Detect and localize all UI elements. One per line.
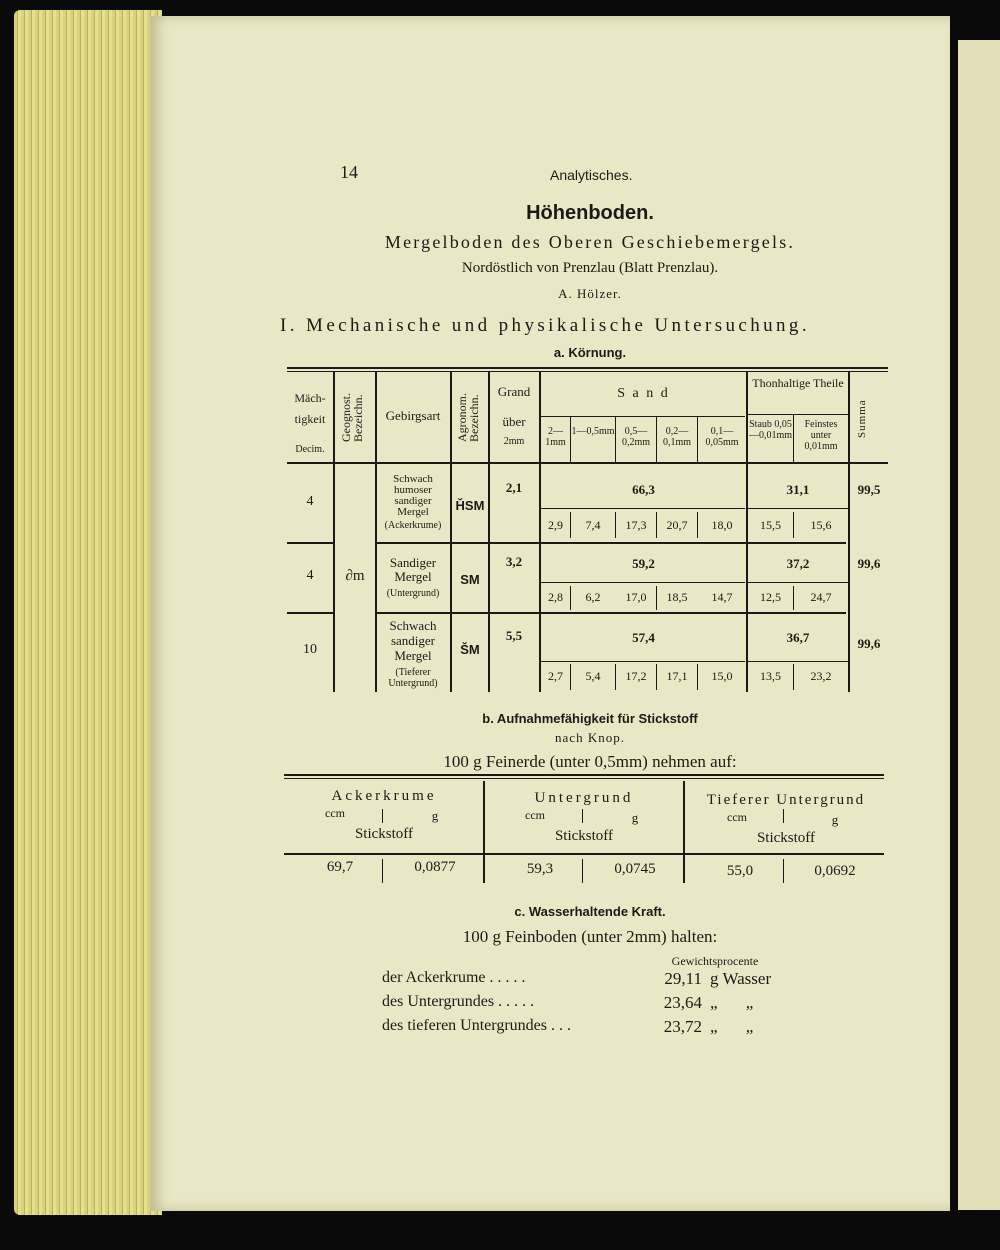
row-sand-value: 17,1 — [666, 669, 688, 683]
water-row-value: 23,64 — [663, 993, 702, 1012]
row-thon-value: 15,5 — [760, 518, 781, 532]
row-gebirgsart: Sandiger Mergel — [389, 555, 437, 584]
table-b-value-rule — [382, 859, 383, 883]
table-b-stickstoff: Stickstoff — [554, 828, 614, 844]
table-b-unit-ccm: ccm — [727, 810, 747, 824]
table-b-stickstoff: Stickstoff — [756, 830, 816, 846]
row2-end-rule-b — [376, 612, 846, 614]
row-maechtigkeit: 10 — [303, 642, 317, 657]
row-sand-value: 2,7 — [548, 669, 563, 683]
row1-split-rule-thon — [748, 508, 848, 509]
row3-split-rule-thon — [748, 661, 848, 662]
header-agronom: Agronom. Bezeichn. — [455, 393, 481, 443]
table-b-header-rule — [284, 853, 884, 855]
water-row-label: der Ackerkrume . . . . . — [382, 969, 526, 986]
row-gebirgsart-note: (Ackerkrume) — [384, 520, 442, 531]
part-c-column-header: Gewichtsprocente — [671, 954, 759, 968]
part-a-heading: a. Körnung. — [553, 345, 627, 360]
table-b-column-label: Untergrund — [534, 790, 634, 806]
row-agronom: ȞSM — [455, 498, 485, 513]
water-row-value: 29,11 — [664, 969, 702, 988]
row-maechtigkeit: 4 — [306, 494, 314, 509]
row-summa: 99,5 — [857, 482, 881, 497]
part-b-subheading: nach Knop. — [555, 730, 625, 745]
part-c-intro: 100 g Feinboden (unter 2mm) halten: — [462, 927, 718, 946]
row-sand-value: 2,8 — [548, 590, 563, 604]
page-number: 14 — [340, 162, 358, 182]
sand-sub-rule-1 — [570, 416, 571, 462]
table-b-g-value: 0,0692 — [814, 863, 856, 879]
row-thon-total: 37,2 — [786, 556, 810, 571]
facing-page-strip — [958, 40, 1000, 1210]
row-sand-value: 17,3 — [625, 518, 647, 532]
header-sand: S a n d — [617, 386, 670, 401]
table-b-stickstoff: Stickstoff — [354, 826, 414, 842]
row1-end-rule-a — [287, 542, 333, 544]
table-b-unit-g: g — [831, 812, 839, 827]
table-b-unit-ccm: ccm — [525, 808, 545, 822]
table-top-rule — [287, 367, 888, 369]
table-b-column-label: Tieferer Untergrund — [706, 792, 866, 808]
document-subtitle: Mergelboden des Oberen Geschiebemergels. — [384, 232, 796, 252]
table-b-unit-g: g — [631, 810, 639, 825]
table-b-col-rule — [483, 781, 485, 883]
book-page-edges — [14, 10, 162, 1215]
row-thon-total: 31,1 — [786, 482, 810, 497]
table-b-g-value: 0,0877 — [414, 859, 456, 875]
section-title: I. Mechanische und physikalische Untersuchung. — [280, 315, 810, 336]
part-b-heading: b. Aufnahmefähigkeit für Stickstoff — [482, 711, 698, 726]
row-agronom: ŠM — [460, 642, 480, 657]
row-gebirgsart-note: (Untergrund) — [386, 588, 440, 599]
table-b-value-rule — [582, 859, 583, 883]
header-grand-2: über — [502, 414, 526, 429]
row-sand-total: 66,3 — [632, 482, 655, 497]
row-gebirgsart-note: (Tieferer Untergrund) — [388, 667, 438, 689]
table-b-ccm-value: 59,3 — [526, 861, 554, 877]
table-b-top-rule-2 — [284, 778, 884, 779]
running-head: Analytisches. — [550, 167, 633, 183]
row1-end-rule-b — [376, 542, 846, 544]
row3-split-rule-sand — [541, 661, 745, 662]
row2-split-rule-sand — [541, 582, 745, 583]
row-sand-value: 5,4 — [585, 669, 601, 683]
table-b-unit-rule — [382, 809, 383, 823]
row-sand-value: 7,4 — [585, 518, 601, 532]
table-b-col-rule — [683, 781, 685, 883]
table-b-unit-g: g — [431, 808, 439, 823]
table-b-unit-rule — [582, 809, 583, 823]
header-gebirgsart: Gebirgsart — [385, 408, 441, 423]
row2-end-rule-a — [287, 612, 333, 614]
row-thon-value: 23,2 — [810, 669, 832, 683]
book-page — [150, 16, 950, 1211]
row-grand: 2,1 — [505, 480, 523, 495]
table-b-unit-rule — [783, 809, 784, 823]
row-thon-value: 12,5 — [760, 590, 781, 604]
document-title: Höhenboden. — [526, 202, 654, 224]
header-sand-col: 2—1mm — [545, 426, 566, 448]
table-b-ccm-value: 69,7 — [326, 859, 354, 875]
water-row-label: des Untergrundes . . . . . — [382, 993, 535, 1010]
header-sand-col: 0,5—0,2mm — [621, 426, 651, 448]
row-grand: 5,5 — [505, 628, 523, 643]
row-sand-value: 17,0 — [625, 590, 647, 604]
water-row-unit: g Wasser — [710, 969, 772, 988]
row-thon-value: 24,7 — [810, 590, 832, 604]
thon-subheader-rule — [748, 414, 848, 415]
water-row-unit: „ „ — [710, 1017, 766, 1036]
header-sand-col: 0,2—0,1mm — [662, 426, 692, 448]
header-grand-1: Grand — [497, 384, 531, 399]
row-sand-value: 20,7 — [666, 518, 688, 532]
header-decim: Decim. — [295, 444, 325, 455]
table-b-top-rule — [284, 774, 884, 776]
header-summa: Summa — [856, 399, 868, 439]
water-row-unit: „ „ — [710, 993, 766, 1012]
row-agronom: SM — [460, 572, 480, 587]
row-sand-value: 18,5 — [666, 590, 688, 604]
row-sand-value: 2,9 — [548, 518, 563, 532]
row-sand-total: 57,4 — [632, 630, 655, 645]
part-b-intro: 100 g Feinerde (unter 0,5mm) nehmen auf: — [443, 752, 737, 771]
header-maechtigkeit: Mäch-tigkeit — [294, 391, 326, 426]
header-thon: Thonhaltige Theile — [752, 376, 844, 390]
row-sand-value: 17,2 — [625, 669, 647, 683]
row2-split-rule-thon — [748, 582, 848, 583]
row-thon-total: 36,7 — [786, 630, 810, 645]
table-header-rule — [287, 462, 888, 464]
row-sand-value: 15,0 — [711, 669, 733, 683]
geognost-symbol: ∂m — [345, 568, 365, 584]
row-sand-value: 6,2 — [585, 590, 601, 604]
table-b-value-rule — [783, 859, 784, 883]
water-row-label: des tieferen Untergrundes . . . — [382, 1017, 571, 1034]
table-b-ccm-value: 55,0 — [726, 863, 754, 879]
header-staub: Staub 0,05—0,01mm — [748, 419, 793, 441]
row-summa: 99,6 — [857, 556, 881, 571]
header-sand-col: 0,1—0,05mm — [705, 426, 739, 448]
sand-subheader-rule — [541, 416, 745, 417]
location-line: Nordöstlich von Prenzlau (Blatt Prenzlau). — [461, 260, 719, 276]
table-b-column-label: Ackerkrume — [331, 788, 437, 804]
header-grand-3: 2mm — [503, 436, 525, 447]
table-b-unit-ccm: ccm — [325, 806, 345, 820]
author-line: A. Hölzer. — [558, 286, 622, 301]
row-gebirgsart: Schwach humoser sandiger Mergel — [393, 473, 433, 518]
row-gebirgsart: Schwach sandiger Mergel — [389, 618, 437, 663]
row-summa: 99,6 — [857, 636, 881, 651]
row-thon-value: 15,6 — [810, 518, 832, 532]
row-sand-total: 59,2 — [632, 556, 655, 571]
table-b-g-value: 0,0745 — [614, 861, 656, 877]
row-maechtigkeit: 4 — [306, 568, 314, 583]
header-sand-col: 1—0,5mm — [571, 426, 615, 437]
water-row-value: 23,72 — [663, 1017, 702, 1036]
header-feinstes: Feinstes unter 0,01mm — [804, 419, 838, 452]
header-geognost: Geognost. Bezeichn. — [339, 393, 365, 443]
row1-split-rule-sand — [541, 508, 745, 509]
row-sand-value: 14,7 — [711, 590, 733, 604]
col-rule-1 — [333, 372, 335, 692]
row-sand-value: 18,0 — [711, 518, 733, 532]
row-grand: 3,2 — [505, 554, 523, 569]
part-c-heading: c. Wasserhaltende Kraft. — [514, 904, 666, 919]
table-top-rule-2 — [287, 371, 888, 372]
row-thon-value: 13,5 — [760, 669, 781, 683]
